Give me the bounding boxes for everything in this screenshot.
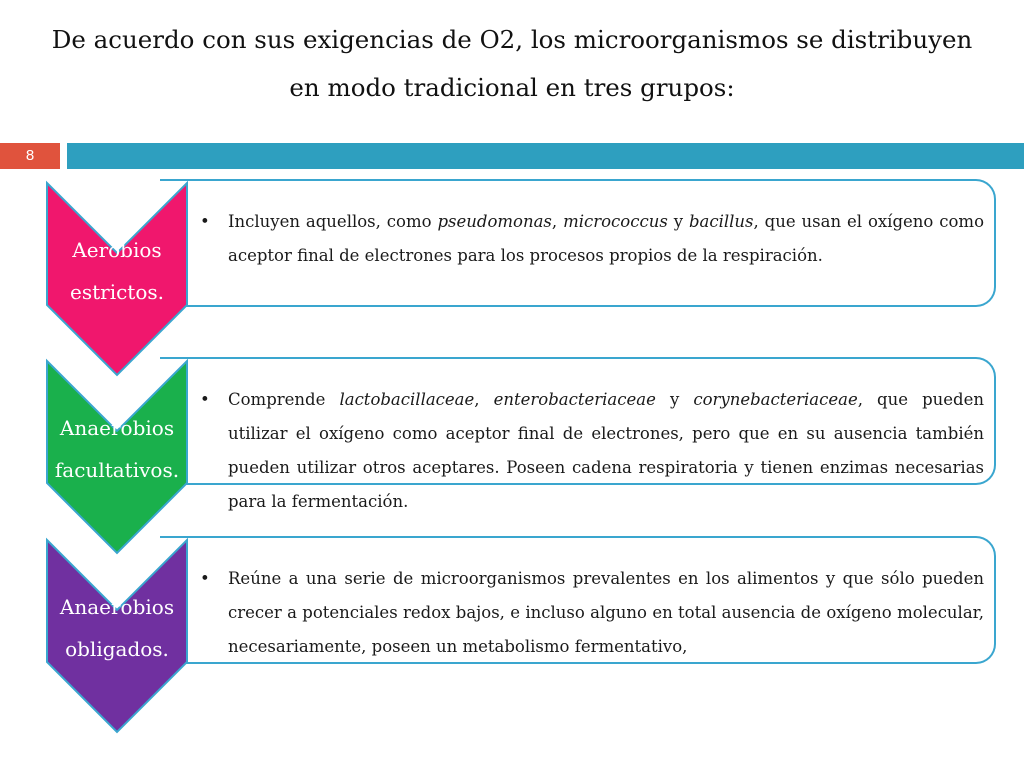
bullet-icon: • <box>200 212 210 231</box>
group-3-label <box>44 586 190 670</box>
group-2-label-line-2: facultativos. <box>54 458 180 482</box>
group-1-description <box>228 212 984 265</box>
group-3-box <box>160 536 996 664</box>
title-line-1: De acuerdo con sus exigencias de O2, los microorganismos se distribuyen <box>51 25 973 54</box>
text-run: Comprende <box>228 390 340 409</box>
group-3-label-line-2: obligados. <box>65 637 169 661</box>
group-2-label <box>44 407 190 491</box>
bullet-icon: • <box>200 569 210 588</box>
group-1-label-line-2: estrictos. <box>70 280 164 304</box>
text-run: , que pueden utilizar el oxígeno como aceptor final de electrones, pero que en su ausencia también pueden utilizar otros aceptares. Poseen cadena respiratoria y tienen enzimas necesarias para la fermentación. <box>228 390 984 511</box>
text-run: , <box>551 212 564 231</box>
header-bar <box>67 143 1024 169</box>
group-3-label-line-1: Anaerobios <box>59 595 175 619</box>
slide-number: 8 <box>0 143 60 169</box>
italic-term: enterobacteriaceae <box>493 390 656 409</box>
group-1-label-line-1: Aerobios <box>72 238 162 262</box>
group-3-description <box>228 569 984 656</box>
bullet-icon: • <box>200 390 210 409</box>
text-run: y <box>655 390 694 409</box>
group-2-label-line-1: Anaerobios <box>59 416 175 440</box>
italic-term: pseudomonas <box>437 212 552 231</box>
italic-term: micrococcus <box>563 212 668 231</box>
group-1-label <box>44 229 190 313</box>
slide-title <box>40 16 984 112</box>
group-1-box <box>160 179 996 307</box>
group-2-description <box>228 390 984 511</box>
text-run: Reúne a una serie de microorganismos prevalentes en los alimentos y que sólo pueden crecer a potenciales redox bajos, e incluso alguno en total ausencia de oxígeno molecular, necesariamente, poseen un metabolismo fermentativo, <box>228 569 984 656</box>
text-run: , <box>474 390 494 409</box>
group-1-text <box>200 205 985 273</box>
italic-term: corynebacteriaceae <box>693 390 858 409</box>
text-run: , que usan el oxígeno como aceptor final de electrones para los procesos propios de la respiración. <box>228 212 985 265</box>
title-line-2: en modo tradicional en tres grupos: <box>289 73 735 102</box>
group-2-box <box>160 357 996 511</box>
italic-term: lactobacillaceae <box>339 390 475 409</box>
group-3-text <box>200 562 984 664</box>
italic-term: bacillus <box>688 212 754 231</box>
group-2-text <box>200 383 984 519</box>
text-run: y <box>667 212 689 231</box>
text-run: Incluyen aquellos, como <box>228 212 438 231</box>
